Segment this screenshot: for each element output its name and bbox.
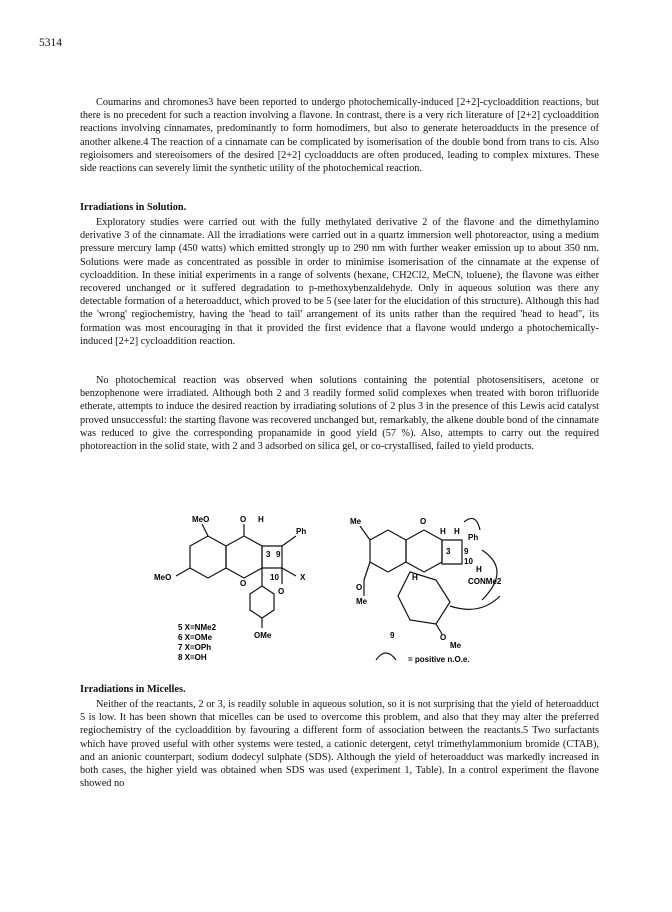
left-ring-c <box>226 536 262 578</box>
label-meo-top: MeO <box>192 515 210 524</box>
label-9-right: 9 <box>464 547 469 556</box>
chemical-structures <box>150 510 530 670</box>
label-meo-left: MeO <box>154 573 172 582</box>
heading-solution: Irradiations in Solution. <box>80 202 187 213</box>
label-me-right: Me <box>450 641 462 650</box>
right-aryl-ring <box>398 572 450 624</box>
label-10: 10 <box>270 573 279 582</box>
paragraph-photosensitisers: No photochemical reaction was observed when solutions containing the potential photosensitisers, acetone or benzophenone were irradiated. Although both 2 and 3 readily formed solid complexes when treated with boron trifluoride etherate, attempts to induce the desired reaction by irradiating solutions of 2 plus 3 in the presence of this Lewis acid catalyst proved unsuccessful: the starting flavone was recovered unchanged but, remarkably, the alkene double bond of the cinnamate was reduced to give the corresponding propanamide in good yield (57 %). Also, attempts to carry out the required photoreaction in the solid state, with 2 and 3 adsorbed on silica gel, or co-crystallised, failed to yield products. <box>80 375 599 453</box>
right-ring-c <box>406 530 442 572</box>
label-compound-9: 9 <box>390 631 395 640</box>
label-o-ring: O <box>240 579 247 588</box>
label-h-top: H <box>258 515 264 524</box>
label-h3: H <box>476 565 482 574</box>
label-me-top: Me <box>350 517 362 526</box>
label-o-left: O <box>356 583 363 592</box>
compound-7: 7 X=OPh <box>178 643 212 652</box>
compound-6: 6 X=OMe <box>178 633 213 642</box>
label-o-top-right: O <box>420 517 427 526</box>
structure-figure <box>150 510 530 670</box>
label-10-right: 10 <box>464 557 473 566</box>
paragraph-exploratory: Exploratory studies were carried out with the fully methylated derivative 2 of the flavone and the dimethylamino derivative 3 of the cinnamate. All the irradiations were carried out in a quartz immersion well photoreactor, using a medium pressure mercury lamp (450 watts) which emitted strongly up to 290 nm with further weaker emission up to about 350 nm. Solutions were made as concentrated as possible in order to minimise isomerisation of the cinnamate at the expense of cycloaddition. In these initial experiments in a range of solvents (hexane, CH2Cl2, MeCN, toluene), the flavone was either recovered unchanged or it suffered degradation to p-methoxybenzaldehyde. Only in aqueous solution was there any detectable formation of a heteroadduct, which proved to be 5 (see later for the elucidation of this structure). Although this had the 'wrong' regiochemistry, having the 'head to tail' arrangement of its units rather than the required 'head to head", its formation was most encouraging in that it provided the first evidence that a flavone would undergo a photochemically-induced [2+2] cycloaddition reaction. <box>80 217 599 347</box>
label-3-right: 3 <box>446 547 451 556</box>
label-ph-right: Ph <box>468 533 479 542</box>
right-cyclobutane <box>442 540 462 564</box>
label-ph: Ph <box>296 527 307 536</box>
left-aryl-ring <box>250 586 274 618</box>
label-o-bottom: O <box>278 587 285 596</box>
label-h2: H <box>454 527 460 536</box>
label-me-left: Me <box>356 597 368 606</box>
compound-8: 8 X=OH <box>178 653 207 662</box>
compound-5: 5 X=NMe2 <box>178 623 217 632</box>
paragraph-intro: Coumarins and chromones3 have been reported to undergo photochemically-induced [2+2]-cycloaddition reactions, but there is no precedent for such a reaction involving a flavone. In contrast, there is a very rich literature of [2+2] cycloaddition reactions involving cinnamates, predominantly to form homodimers, but also to generate heteroadducts in the presence of another alkene.4 The reaction of a cinnamate can be complicated by isomerisation of the double bond from trans to cis. Also regioisomers and stereoisomers of the desired [2+2] cycloadducts are often produced, leading to complex mixtures. These side reactions can severely limit the synthetic utility of the photochemical reaction. <box>80 97 599 175</box>
label-h1: H <box>440 527 446 536</box>
right-ring-a <box>370 530 406 572</box>
label-h4: H <box>412 573 418 582</box>
noe-arrow-icon <box>376 653 396 660</box>
label-9: 9 <box>276 550 281 559</box>
legend-noe: = positive n.O.e. <box>408 655 470 664</box>
label-ome: OMe <box>254 631 272 640</box>
label-conme2: CONMe2 <box>468 577 502 586</box>
left-ring-a <box>190 536 226 578</box>
label-o-right: O <box>440 633 447 642</box>
heading-micelles: Irradiations in Micelles. <box>80 684 186 695</box>
label-o-top: O <box>240 515 247 524</box>
label-3: 3 <box>266 550 271 559</box>
page-number: 5314 <box>39 37 62 49</box>
label-x: X <box>300 573 306 582</box>
paragraph-micelles: Neither of the reactants, 2 or 3, is readily soluble in aqueous solution, so it is not surprising that the yield of heteroadduct 5 is low. It has been shown that micelles can be used to overcome this problem, and also that they may alter the preferred regiochemistry of the cycloaddition by favouring a different form of association between the reactants.5 Two surfactants which have proved useful with other systems were tested, a cationic detergent, cetyl trimethylammonium bromide (CTAB), and an anionic counterpart, sodium dodecyl sulphate (SDS). Although the yield of heteroadduct was markedly increased in both cases, the higher yield was obtained when SDS was used (experiment 1, Table). In a control experiment the flavone showed no <box>80 699 599 790</box>
